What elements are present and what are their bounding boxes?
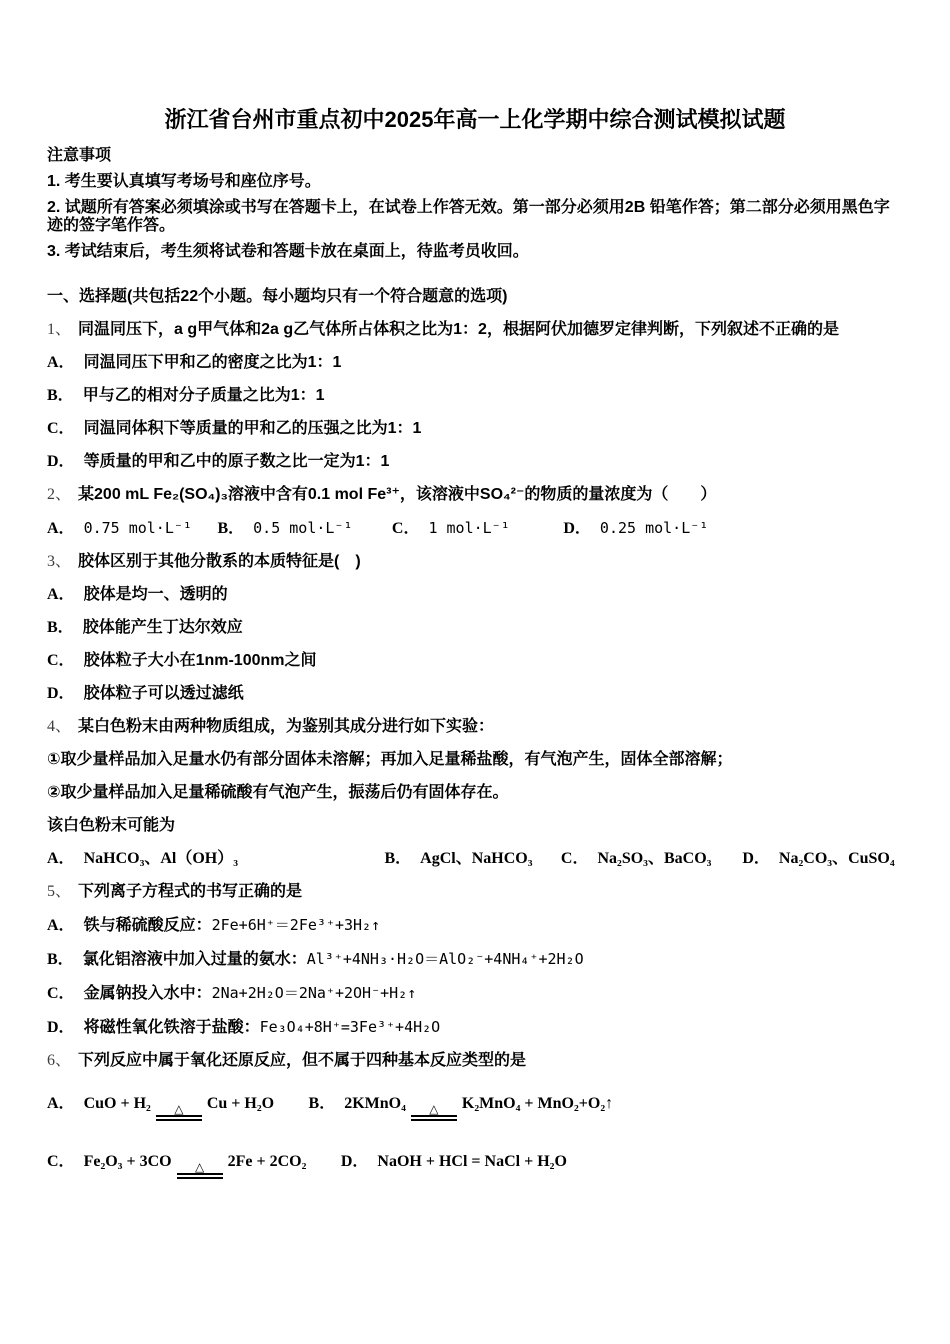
heat-delta-icon <box>156 1103 202 1121</box>
question-2-option-b <box>217 518 387 539</box>
option-formula: 2Na+2H₂O＝2Na⁺+2OH⁻+H₂↑ <box>211 984 417 1002</box>
option-text: 0.75 mol·L⁻¹ <box>83 519 192 537</box>
option-text: 0.5 mol·L⁻¹ <box>253 519 353 537</box>
heat-delta-icon <box>411 1103 457 1121</box>
question-6-option-a <box>47 1093 274 1121</box>
equation-rhs: K₂MnO₄ + MnO₂+O₂↑ <box>461 1095 614 1112</box>
equation-full: NaOH + HCl = NaCl + H₂O <box>377 1153 567 1170</box>
question-3-option-a <box>47 585 903 605</box>
question-number: 5、 <box>47 883 72 900</box>
option-label: B． <box>47 387 74 404</box>
question-4-option-c <box>561 849 738 869</box>
option-text: Na₂CO₃、CuSO₄ <box>778 850 895 867</box>
question-2-options-row <box>47 518 903 539</box>
question-2-option-c <box>392 518 559 539</box>
option-text: 胶体能产生丁达尔效应 <box>82 619 243 636</box>
question-6-options-row-1 <box>47 1093 903 1121</box>
delta-triangle: △ <box>429 1102 439 1116</box>
question-5 <box>47 882 903 1038</box>
question-1-option-b <box>47 386 903 406</box>
equation-lhs: Fe₂O₃ + 3CO <box>83 1153 172 1170</box>
option-label: C． <box>47 1153 75 1170</box>
option-text: AgCl、NaHCO₃ <box>420 850 533 867</box>
option-label: A． <box>47 1095 75 1112</box>
option-text: 同温同压下甲和乙的密度之比为1：1 <box>83 354 342 371</box>
option-label: D． <box>47 685 75 702</box>
question-4-experiment-1: ①取少量样品加入足量水仍有部分固体未溶解；再加入足量稀盐酸，有气泡产生，固体全部溶解； <box>47 751 733 768</box>
notice-item-2: 2. 试题所有答案必须填涂或书写在答题卡上，在试卷上作答无效。第一部分必须用2B 铅笔作答；第二部分必须用黑色字迹的签字笔作答。 <box>47 199 890 234</box>
question-number: 4、 <box>47 718 72 735</box>
option-text: 铁与稀硫酸反应： <box>83 917 212 934</box>
question-5-option-a <box>47 915 903 936</box>
question-4 <box>47 717 903 869</box>
option-text: 等质量的甲和乙中的原子数之比一定为1：1 <box>83 453 390 470</box>
equation-rhs: Cu + H₂O <box>206 1095 275 1112</box>
question-4-conclusion: 该白色粉末可能为 <box>47 817 176 834</box>
question-4-option-b <box>384 849 556 869</box>
option-formula: Fe₃O₄+8H⁺=3Fe³⁺+4H₂O <box>259 1018 441 1036</box>
question-number: 1、 <box>47 321 72 338</box>
option-text: 氯化铝溶液中加入过量的氨水： <box>82 951 307 968</box>
question-stem-text: 下列反应中属于氧化还原反应，但不属于四种基本反应类型的是 <box>78 1052 527 1069</box>
option-label: C． <box>560 850 589 867</box>
question-1-stem <box>47 320 903 340</box>
option-formula: Al³⁺+4NH₃·H₂O＝AlO₂⁻+4NH₄⁺+2H₂O <box>306 950 584 968</box>
page-title: 浙江省台州市重点初中2025年高一上化学期中综合测试模拟试题 <box>164 107 786 132</box>
option-text: 金属钠投入水中： <box>83 985 212 1002</box>
option-label: D． <box>742 850 770 867</box>
option-label: D． <box>47 1019 75 1036</box>
option-label: C． <box>47 420 75 437</box>
option-label: B． <box>217 520 245 537</box>
question-1 <box>47 320 903 472</box>
option-label: B． <box>47 951 74 968</box>
notice-section <box>47 147 903 261</box>
question-4-option-a <box>47 849 380 869</box>
option-text: 1 mol·L⁻¹ <box>428 519 510 537</box>
question-5-option-b <box>47 949 903 970</box>
option-label: A． <box>47 850 75 867</box>
option-text: 胶体粒子大小在1nm-100nm之间 <box>83 652 317 669</box>
option-text: NaHCO₃、Al（OH）₃ <box>83 850 239 867</box>
question-5-stem <box>47 882 903 902</box>
option-text: 同温同体积下等质量的甲和乙的压强之比为1：1 <box>83 420 422 437</box>
question-2-option-d <box>563 518 708 539</box>
heat-delta-icon <box>177 1161 223 1179</box>
question-stem-text: 同温同压下，a g甲气体和2a g乙气体所占体积之比为1：2，根据阿伏加德罗定律判断，下列叙述不正确的是 <box>78 321 839 338</box>
question-3-stem <box>47 552 903 572</box>
question-4-options-row <box>47 849 903 869</box>
question-1-option-a <box>47 353 903 373</box>
option-label: B． <box>308 1095 336 1112</box>
question-stem-text: 下列离子方程式的书写正确的是 <box>78 883 303 900</box>
question-2-option-a <box>47 518 213 539</box>
question-3-option-d <box>47 684 903 704</box>
question-4-option-d <box>742 849 894 869</box>
question-stem-text: 胶体区别于其他分散系的本质特征是( ) <box>78 553 361 570</box>
option-label: A． <box>47 586 75 603</box>
option-label: B． <box>384 850 412 867</box>
option-formula: 2Fe+6H⁺＝2Fe³⁺+3H₂↑ <box>211 916 381 934</box>
option-label: C． <box>47 652 75 669</box>
question-6-option-d <box>341 1151 567 1173</box>
question-6 <box>47 1051 903 1179</box>
question-3-option-b <box>47 618 903 638</box>
equation-lhs: CuO + H₂ <box>83 1095 151 1112</box>
question-6-options-row-2 <box>47 1151 903 1179</box>
option-label: C． <box>391 520 420 537</box>
option-label: C． <box>47 985 75 1002</box>
option-text: 甲与乙的相对分子质量之比为1：1 <box>82 387 325 404</box>
option-label: D． <box>340 1153 369 1170</box>
question-2 <box>47 485 903 539</box>
option-label: B． <box>47 619 74 636</box>
question-6-option-c <box>47 1151 306 1179</box>
section-heading: 一、选择题(共包括22个小题。每小题均只有一个符合题意的选项) <box>47 288 508 305</box>
option-text: 0.25 mol·L⁻¹ <box>599 519 709 537</box>
question-stem-text: 某200 mL Fe₂(SO₄)₃溶液中含有0.1 mol Fe³⁺，该溶液中SO₄²⁻的物质的量浓度为（ ） <box>78 486 717 503</box>
notice-item-1: 1. 考生要认真填写考场号和座位序号。 <box>47 173 321 190</box>
delta-triangle: △ <box>174 1102 184 1116</box>
option-label: D． <box>47 453 75 470</box>
option-text: 胶体是均一、透明的 <box>83 586 228 603</box>
option-text: 将磁性氧化铁溶于盐酸： <box>83 1019 260 1036</box>
question-6-option-b <box>309 1093 614 1121</box>
question-6-stem <box>47 1051 903 1071</box>
option-label: A． <box>47 917 75 934</box>
question-2-stem <box>47 485 903 505</box>
option-label: A． <box>47 520 75 537</box>
notice-item-3: 3. 考试结束后，考生须将试卷和答题卡放在桌面上，待监考员收回。 <box>47 243 529 260</box>
question-5-option-d <box>47 1017 903 1038</box>
option-label: A． <box>47 354 75 371</box>
question-4-stem <box>47 717 903 737</box>
equation-lhs: 2KMnO₄ <box>344 1095 406 1112</box>
question-number: 3、 <box>47 553 72 570</box>
question-5-option-c <box>47 983 903 1004</box>
notice-heading: 注意事项 <box>47 147 112 164</box>
question-stem-text: 某白色粉末由两种物质组成，为鉴别其成分进行如下实验： <box>78 718 495 735</box>
option-text: 胶体粒子可以透过滤纸 <box>83 685 244 702</box>
question-1-option-c <box>47 419 903 439</box>
option-label: D． <box>563 520 591 537</box>
question-1-option-d <box>47 452 903 472</box>
question-number: 6、 <box>47 1052 72 1069</box>
question-3 <box>47 552 903 704</box>
question-4-experiment-2: ②取少量样品加入足量稀硫酸有气泡产生，振荡后仍有固体存在。 <box>47 784 509 801</box>
option-text: Na₂SO₃、BaCO₃ <box>597 850 712 867</box>
question-number: 2、 <box>47 486 72 503</box>
equation-rhs: 2Fe + 2CO₂ <box>227 1153 307 1170</box>
question-3-option-c <box>47 651 903 671</box>
delta-triangle: △ <box>194 1160 205 1174</box>
